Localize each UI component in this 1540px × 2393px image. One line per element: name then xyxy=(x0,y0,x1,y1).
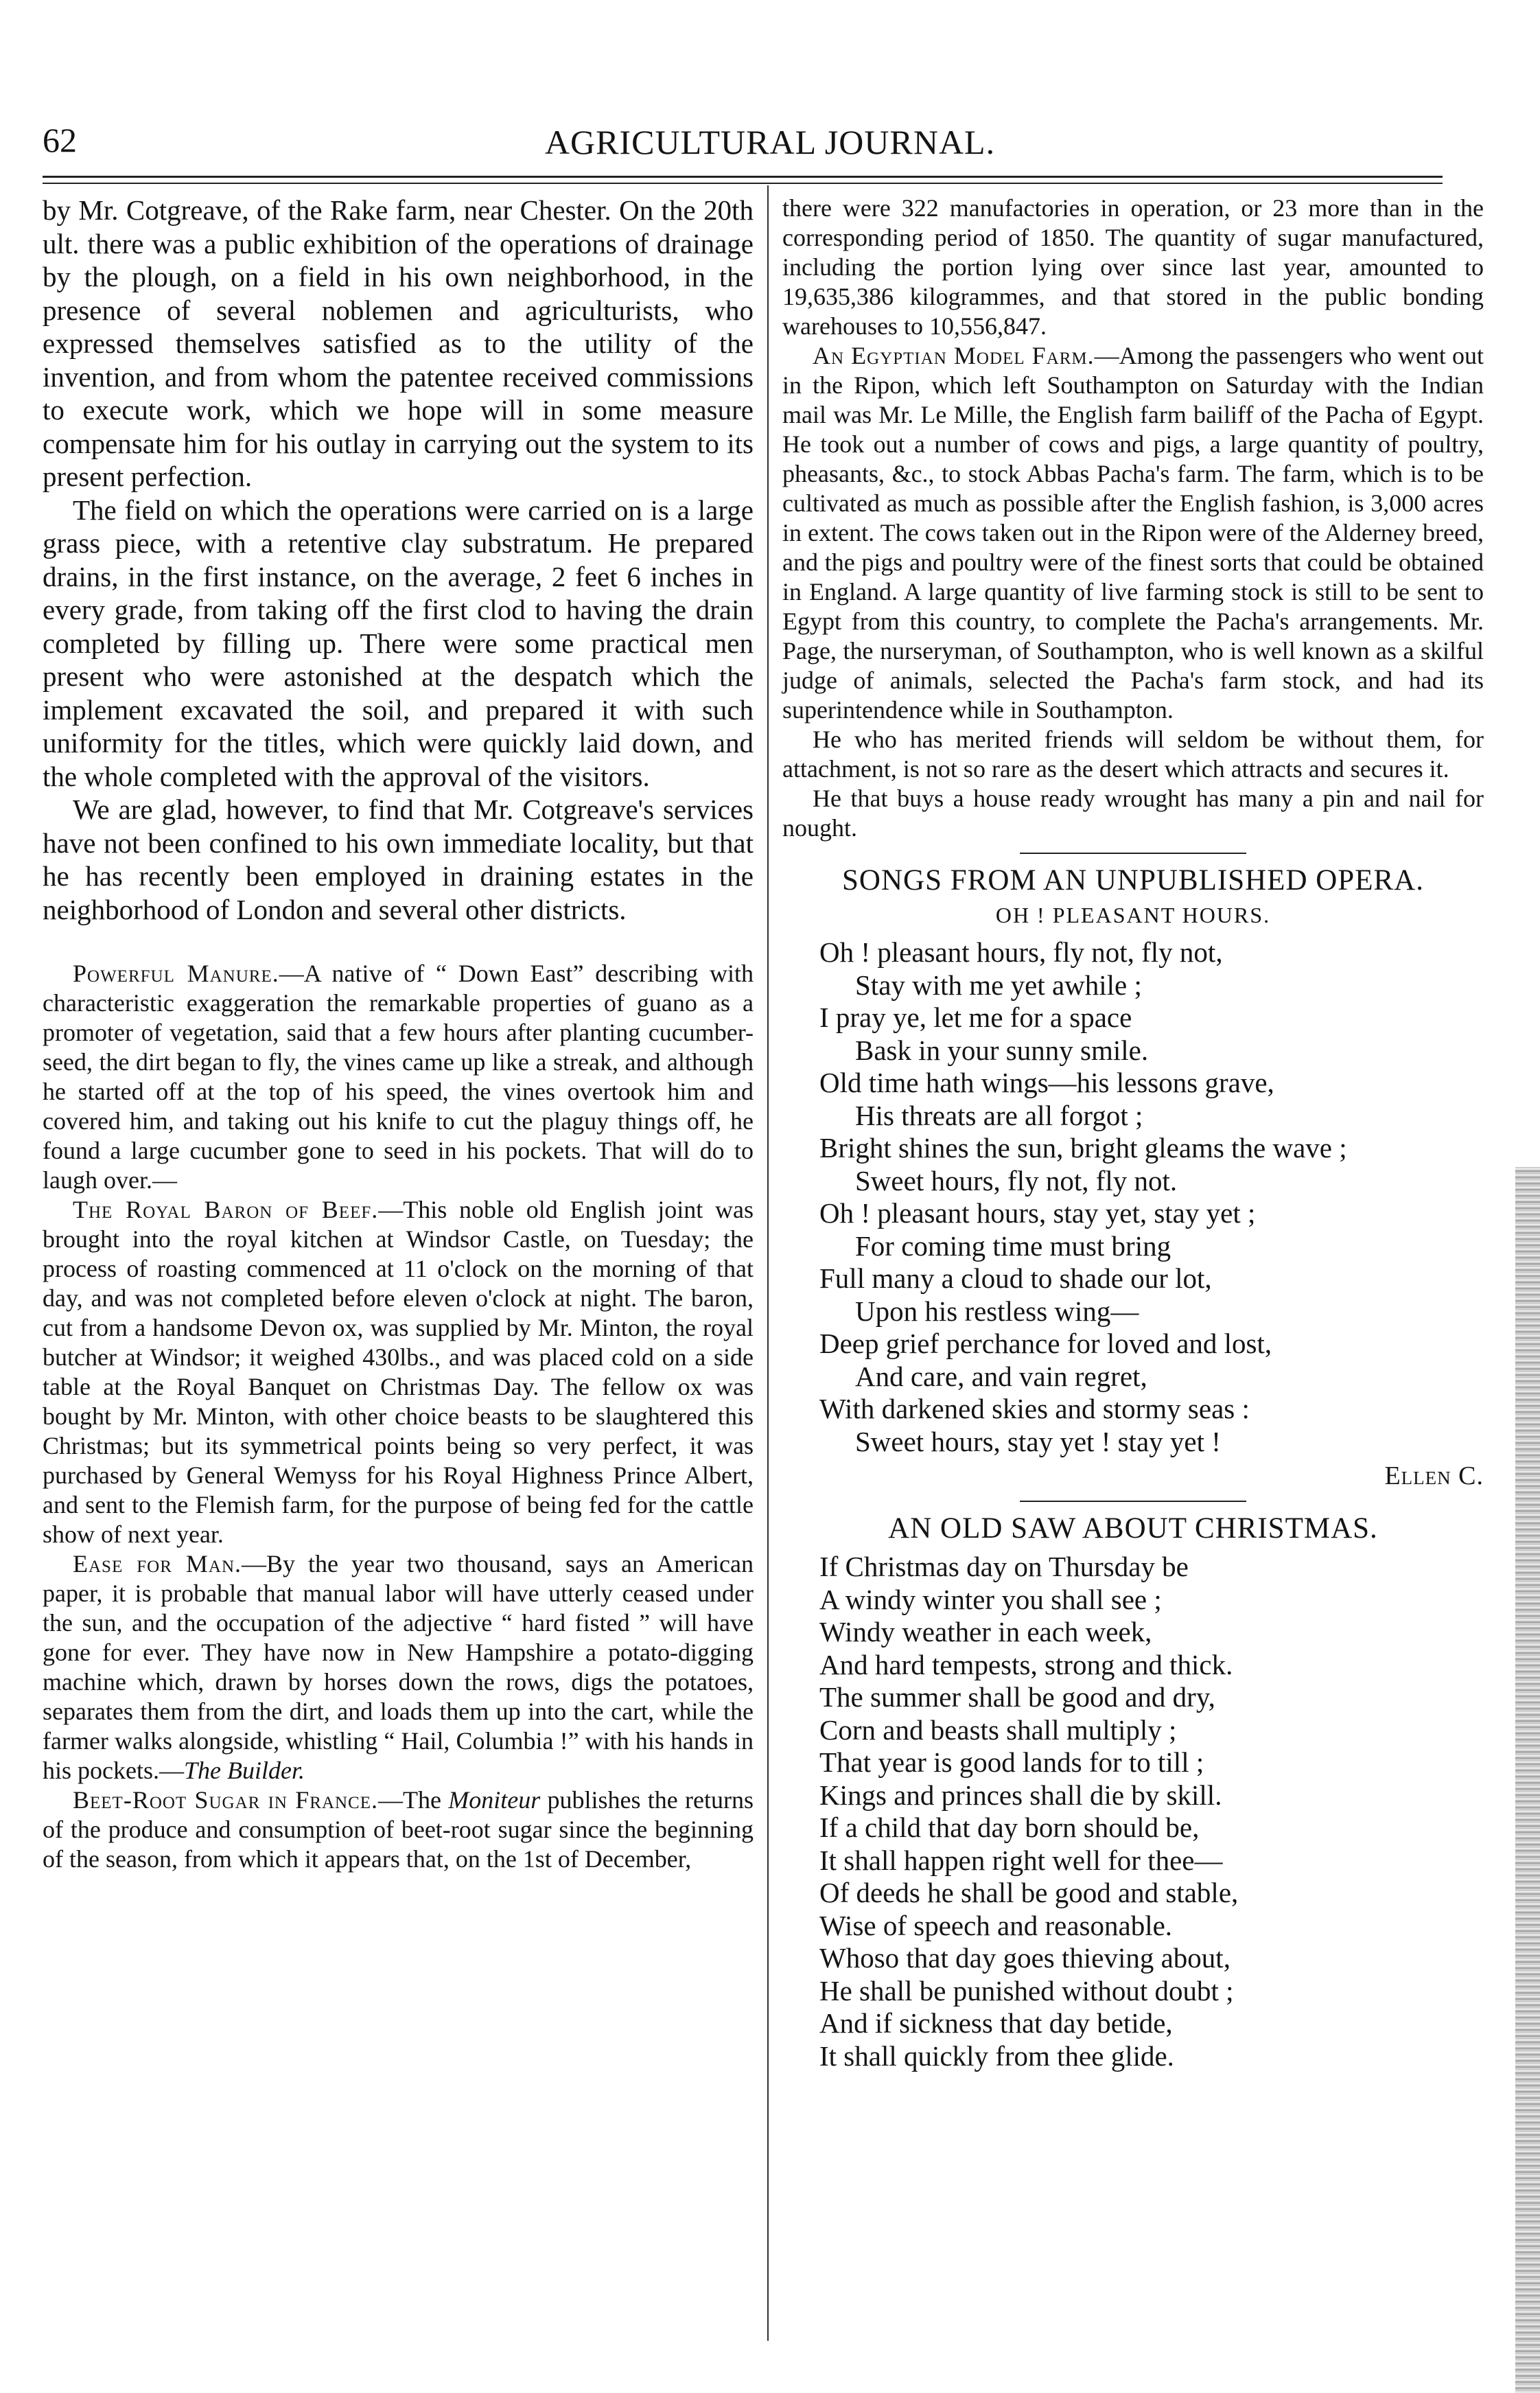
verse-line: It shall quickly from thee glide. xyxy=(819,2039,1174,2072)
article-text: —The xyxy=(378,1786,449,1814)
verse-line: If a child that day born should be, xyxy=(819,1812,1200,1843)
verse-line: Oh ! pleasant hours, stay yet, stay yet ; xyxy=(819,1197,1256,1229)
article-ease-for-man xyxy=(43,1549,754,1785)
beet-sugar-continuation: there were 322 manufactories in operation, or 23 more than in the corresponding period of 1850. The quantity of sugar manufactured, including the portion lying over since last year, amounted to 19,635,386 kilogrammes, and that stored in the public bonding warehouses to 10,556,847. xyxy=(782,194,1484,340)
article-text: —This noble old English joint was brought into the royal kitchen at Windsor Castle, on Tuesday; the process of roasting commenced at 11 o'clock on the morning of that day, and was not completed before eleven o'clock at night. The baron, cut from a handsome Devon ox, was supplied by Mr. Minton, the royal butcher at Windsor; it weighed 430lbs., and was placed cold on a side table at the Royal Banquet on Christmas Day. The fellow ox was bought by Mr. Minton, with other choice beasts to be slaughtered this Christmas; but its symmetrical points being so very perfect, it was purchased by General Wemyss for his Royal Highness Prince Albert, and sent to the Flemish farm, for the purpose of being fed for the cattle show of next year. xyxy=(43,1196,754,1548)
header-rule-thin xyxy=(43,183,1443,184)
verse-line: With darkened skies and stormy seas : xyxy=(819,1393,1250,1424)
section-rule xyxy=(1020,1501,1246,1502)
article-text: publishes the returns of the produce and consumption of beet-root sugar since the beginning of the season, from which it appears that, on the 1st of December, xyxy=(43,1786,754,1873)
header-rule-thick xyxy=(43,176,1443,178)
verse-line: He shall be punished without doubt ; xyxy=(819,1974,1234,2007)
verse-line: And care, and vain regret, xyxy=(855,1360,1147,1392)
verse-line: Old time hath wings—his lessons grave, xyxy=(819,1067,1274,1098)
drainage-paragraph-3: We are glad, however, to find that Mr. Cotgreave's services have not been confined to his own immediate locality, but that he has recently been employed in draining estates in the neighborhood of London and several other districts. xyxy=(43,794,754,925)
publication-name: Moniteur xyxy=(448,1786,541,1814)
old-saw-verse xyxy=(819,1551,1484,2072)
article-heading: Beet-Root Sugar in France. xyxy=(73,1786,379,1814)
songs-title: SONGS FROM AN UNPUBLISHED OPERA. xyxy=(842,864,1424,897)
verse-line: His threats are all forgot ; xyxy=(855,1099,1143,1131)
article-text: —By the year two thousand, says an American paper, it is probable that manual labor will have utterly ceased under the sun, and the occupation of the adjective “ hard fisted ” will have gone for ever. They have now in New Hampshire a potato-digging machine which, drawn by horses down the rows, digs the potatoes, separates them from the dirt, and loads them up into the cart, while the farmer walks alongside, whistling “ Hail, Columbia !” with his hands in his pockets.— xyxy=(43,1550,754,1784)
verse-line: Bright shines the sun, bright gleams the wave ; xyxy=(819,1132,1347,1164)
verse-line: Stay with me yet awhile ; xyxy=(855,969,1142,1001)
old-saw-title: AN OLD SAW ABOUT CHRISTMAS. xyxy=(888,1512,1378,1545)
article-royal-baron-of-beef xyxy=(43,1195,754,1549)
verse-line: The summer shall be good and dry, xyxy=(819,1681,1215,1713)
scanned-page-edge xyxy=(1515,1167,1540,2393)
article-text: —A native of “ Down East” describing with characteristic exaggeration the remarkable properties of guano as a promoter of vegetation, said that a few hours after planting cucumber-seed, the dirt began to fly, the vines came up like a streak, and although he started off at the top of his speed, the vines overtook him and covered him, and taking out his knife to cut the plaguy things off, he found a large cucumber gone to seed in his pockets. That will do to laugh over.— xyxy=(43,960,754,1194)
article-heading: The Royal Baron of Beef. xyxy=(73,1196,379,1223)
left-column xyxy=(43,194,754,1874)
right-column xyxy=(782,194,1484,2072)
verse-line: Wise of speech and reasonable. xyxy=(819,1909,1173,1941)
verse-line: It shall happen right well for thee— xyxy=(819,1844,1223,1876)
verse-line: Whoso that day goes thieving about, xyxy=(819,1942,1230,1974)
song-signature: Ellen C. xyxy=(1384,1461,1484,1490)
article-text: —Among the passengers who went out in the Ripon, which left Southampton on Saturday with the Indian mail was Mr. Le Mille, the English farm bailiff of the Pacha of Egypt. He took out a number of cows and pigs, a large quantity of poultry, pheasants, &c., to stock Abbas Pacha's farm. The farm, which is to be cultivated as much as possible after the English fashion, is 3,000 acres in extent. The cows taken out in the Ripon were of the Alderney breed, and the pigs and poultry were of the finest sorts that could be obtained in England. A large quantity of live farming stock is still to be sent to Egypt from this country, to complete the Pacha's arrangements. Mr. Page, the nurseryman, of Southampton, who is well known as a skilful judge of animals, selected the Pacha's farm stock, and had its superintendence while in Southampton. xyxy=(782,342,1484,724)
verse-line: Of deeds he shall be good and stable, xyxy=(819,1877,1239,1908)
article-powerful-manure xyxy=(43,959,754,1195)
verse-line: Sweet hours, fly not, fly not. xyxy=(855,1164,1178,1196)
verse-line: Full many a cloud to shade our lot, xyxy=(819,1262,1212,1294)
running-title: AGRICULTURAL JOURNAL. xyxy=(544,123,996,161)
verse-line: Oh ! pleasant hours, fly not, fly not, xyxy=(819,936,1223,968)
drainage-paragraph-2: The field on which the operations were carried on is a large grass piece, with a retentive clay substratum. He prepared drains, in the first instance, on the average, 2 feet 6 inches in every grade, from taking off the first clod to having the drain completed by filling up. There were some practical men present who were astonished at the despatch which the implement excavated the soil, and prepared it with such uniformity for the titles, which were quickly laid down, and the whole completed with the approval of the visitors. xyxy=(43,494,754,792)
verse-line: I pray ye, let me for a space xyxy=(819,1002,1132,1033)
verse-line: Corn and beasts shall multiply ; xyxy=(819,1713,1177,1746)
song-verse xyxy=(819,936,1484,1458)
drainage-paragraph-1: by Mr. Cotgreave, of the Rake farm, near Chester. On the 20th ult. there was a public exhibition of the operations of drainage by the plough, on a field in his own neighborhood, in the presence of several noblemen and agriculturists, who expressed themselves satisfied as to the utility of the invention, and from whom the patentee received commissions to execute work, which we hope will in some measure compensate him for his outlay in carrying out the system to its present perfection. xyxy=(43,194,754,492)
verse-line: That year is good lands for to till ; xyxy=(819,1746,1204,1778)
verse-line: If Christmas day on Thursday be xyxy=(819,1551,1189,1582)
songs-subtitle: OH ! PLEASANT HOURS. xyxy=(995,903,1271,927)
verse-line: And if sickness that day betide, xyxy=(819,2007,1173,2039)
verse-line: Deep grief perchance for loved and lost, xyxy=(819,1328,1272,1359)
page-header xyxy=(0,0,1540,172)
column-divider xyxy=(767,185,769,2341)
article-heading: Ease for Man. xyxy=(73,1550,242,1577)
article-heading: An Egyptian Model Farm. xyxy=(813,342,1095,369)
maxim-friends: He who has merited friends will seldom be without them, for attachment, is not so rare as the desert which attracts and secures it. xyxy=(782,726,1484,783)
verse-line: Kings and princes shall die by skill. xyxy=(819,1779,1222,1811)
verse-line: Bask in your sunny smile. xyxy=(855,1034,1149,1066)
verse-line: And hard tempests, strong and thick. xyxy=(819,1648,1233,1680)
verse-line: For coming time must bring xyxy=(855,1229,1171,1262)
verse-line: Upon his restless wing— xyxy=(855,1295,1139,1327)
verse-line: Sweet hours, stay yet ! stay yet ! xyxy=(855,1425,1221,1457)
verse-line: A windy winter you shall see ; xyxy=(819,1583,1162,1615)
section-rule xyxy=(1020,853,1246,854)
article-egyptian-model-farm xyxy=(782,341,1484,725)
article-beet-root-sugar xyxy=(43,1785,754,1874)
verse-line: Windy weather in each week, xyxy=(819,1616,1152,1648)
page-number: 62 xyxy=(43,121,77,159)
article-source: The Builder. xyxy=(183,1757,305,1784)
maxim-house: He that buys a house ready wrought has many a pin and nail for nought. xyxy=(782,785,1484,842)
article-heading: Powerful Manure. xyxy=(73,960,279,987)
